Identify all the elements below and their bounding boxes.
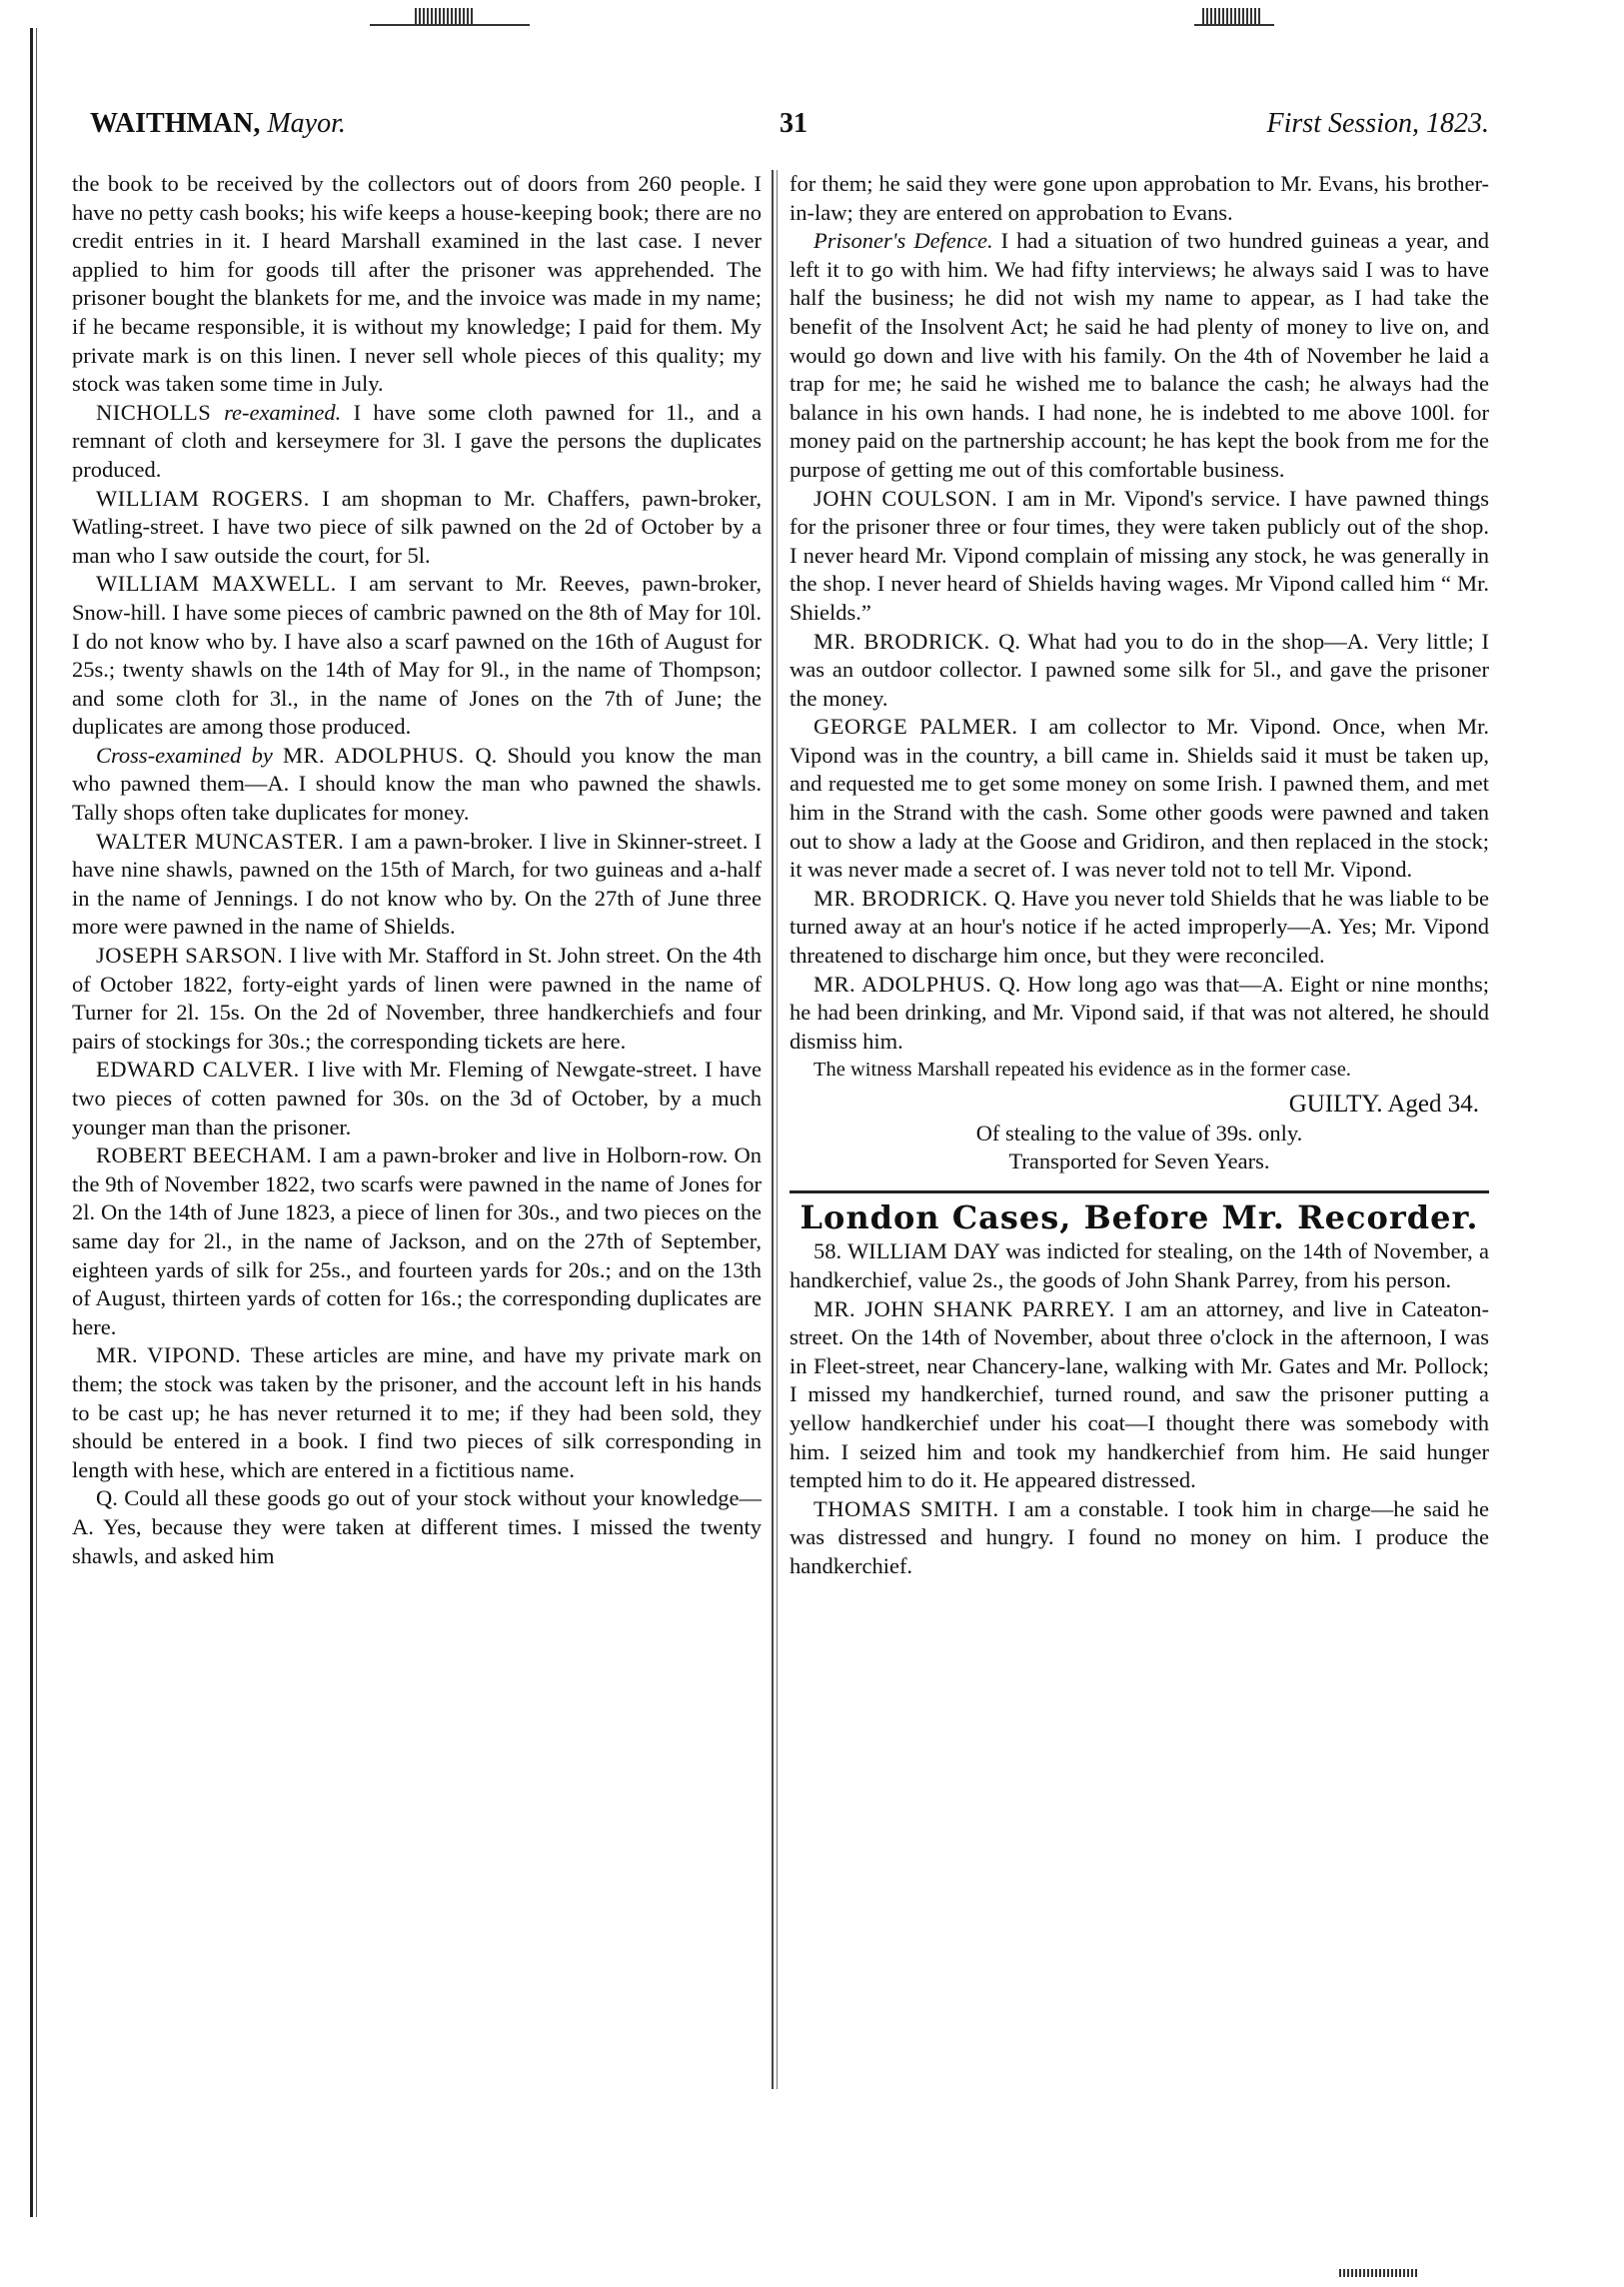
case-paragraph	[790, 1295, 1489, 1495]
right-paragraph	[790, 971, 1489, 1057]
left-paragraph	[72, 942, 762, 1056]
paragraph-text: Q. Could all these goods go out of your stock without your knowledge—A. Yes, because they were taken at different times. I missed the twenty shawls, and asked him	[72, 1485, 762, 1568]
speaker-name: GEORGE PALMER.	[813, 714, 1030, 740]
paragraph-text: The witness Marshall repeated his evidence as in the former case.	[813, 1059, 1351, 1082]
right-column	[790, 170, 1489, 1581]
column-divider-inner	[777, 170, 778, 2089]
left-paragraph	[72, 485, 762, 571]
section-rule	[790, 1190, 1489, 1193]
speaker-name: MR. BRODRICK.	[813, 885, 994, 911]
paragraph-text: I am in Mr. Vipond's service. I have pawned things for the prisoner three or four times, they were taken publicly out of the shop. I never heard Mr. Vipond complain of missing any stock, he was generally in the shop. I never heard of Shields having wages. Mr Vipond called him “ Mr. Shields.”	[790, 485, 1490, 625]
header-left: WAITHMAN, Mayor.	[90, 108, 346, 139]
right-paragraph	[790, 227, 1489, 484]
paragraph-text: I live with Mr. Fleming of Newgate-street. I have two pieces of cotten pawned for 30s. on the 3d of October, by a much younger man than the prisoner.	[72, 1057, 762, 1140]
paragraph-text: Q. Should you know the man who pawned them—A. I should know the man who pawned the shawls. Tally shops often take duplicates for money.	[72, 742, 762, 826]
speaker-name: WALTER MUNCASTER.	[96, 828, 351, 854]
case-paragraph	[790, 1495, 1489, 1581]
right-paragraph	[790, 628, 1489, 714]
speaker-name: WILLIAM MAXWELL.	[96, 571, 350, 597]
column-divider	[772, 170, 774, 2089]
left-paragraph	[72, 1484, 762, 1570]
paragraph-text: Q. What had you to do in the shop—A. Very little; I was an outdoor collector. I pawned some silk for 5l., and gave the prisoner the money.	[790, 628, 1489, 711]
left-paragraph	[72, 399, 762, 485]
left-paragraph	[72, 1142, 762, 1341]
left-paragraph	[72, 570, 762, 742]
speaker-name: THOMAS SMITH.	[813, 1495, 1008, 1521]
speaker-name: EDWARD CALVER.	[96, 1057, 308, 1083]
left-paragraph	[72, 742, 762, 828]
verdict-charge: Of stealing to the value of 39s. only.	[975, 1120, 1303, 1145]
header-right: First Session, 1823.	[1266, 108, 1489, 139]
speaker-name: JOHN COULSON.	[813, 485, 1007, 511]
binding-edge-rule	[30, 28, 33, 2217]
speaker-name: MR. ADOLPHUS.	[813, 971, 999, 997]
paragraph-italic-lead: Prisoner's Defence.	[813, 228, 1001, 254]
paragraph-text: I am a constable. I took him in charge—he said he was distressed and hungry. I found no money on him. I produce the handkerchief.	[790, 1495, 1490, 1578]
page-number: 31	[780, 108, 808, 139]
paragraph-text: I live with Mr. Stafford in St. John street. On the 4th of October 1822, forty-eight yards of linen were pawned in the name of Turner for 2l. 15s. On the 2d of November, three handkerchiefs and four pairs of stockings for 30s.; the corresponding tickets are here.	[72, 943, 762, 1054]
left-paragraph	[72, 1341, 762, 1484]
paragraph-text: These articles are mine, and have my private mark on them; the stock was taken by the prisoner, and the account left in his hands to be cast up; he has never returned it to me; if they had been sold, they should be entered in a book. I find two pieces of silk corresponding in length with hese, which are entered in a fictitious name.	[72, 1342, 762, 1482]
left-paragraph	[72, 170, 762, 399]
speaker-name: MR. ADOLPHUS.	[283, 742, 476, 768]
paragraph-text: I am collector to Mr. Vipond. Once, when Mr. Vipond was in the country, a bill came in. Shields said it must be taken up, and requested me to get some money on some Irish. I pawned them, and met him in the Strand with the cash. Some other goods were pawned and taken out to show a lady at the Goose and Gridiron, and then replaced in the stock; it was never made a secret of. I was never told not to tell Mr. Vipond.	[790, 714, 1489, 883]
paragraph-text: I have some cloth pawned for 1l., and a remnant of cloth and kerseymere for 3l. I gave the persons the duplicates produced.	[72, 399, 762, 482]
speaker-name: MR. JOHN SHANK PARREY.	[813, 1295, 1124, 1321]
left-column	[72, 170, 762, 1570]
speaker-name: NICHOLLS	[96, 399, 225, 425]
running-header	[90, 108, 1489, 148]
paragraph-text: I had a situation of two hundred guineas a year, and left it to go with him. We had fifty interviews; he always said I was to have half the business; he did not wish my name to appear, as I had take the benefit of the Insolvent Act; he said he had plenty of money to live on, and would go down and live with his family. On the 4th of November he laid a trap for me; he said he wished me to balance the cash; he always had the balance in his own hands. I had none, he is indebted to me above 100l. for money paid on the partnership account; he has kept the book from me for the purpose of getting me out of this comfortable business.	[790, 228, 1489, 482]
bottom-ornament	[1339, 2269, 1419, 2277]
left-paragraph	[72, 1056, 762, 1142]
paragraph-text: I am a pawn-broker. I live in Skinner-street. I have nine shawls, pawned on the 15th of March, for two guineas and a-half in the name of Jennings. I do not know who by. On the 27th of June three more were pawned in the name of Shields.	[72, 828, 762, 940]
right-paragraph	[790, 170, 1489, 227]
paragraph-italic-lead: re-examined.	[224, 399, 354, 425]
paragraph-text: Q. How long ago was that—A. Eight or nine months; he had been drinking, and Mr. Vipond said, if that was not altered, he should dismiss him.	[790, 971, 1489, 1054]
paragraph-text: Q. Have you never told Shields that he was liable to be turned away at an hour's notice if he acted improperly—A. Yes; Mr. Vipond threatened to discharge him once, but they were reconciled.	[790, 885, 1489, 969]
right-paragraph	[790, 1056, 1489, 1085]
verdict: GUILTY. Aged 34.	[1288, 1091, 1479, 1118]
paragraph-text: I am shopman to Mr. Chaffers, pawn-broker, Watling-street. I have two piece of silk pawned on the 2d of October by a man who I saw outside the court, for 5l.	[72, 485, 763, 568]
paragraph-text: I am a pawn-broker and live in Holborn-row. On the 9th of November 1822, two scarfs were pawned in the name of Jones for 2l. On the 14th of June 1823, a piece of linen for 30s., and two pieces on the same day for 2l., in the name of Jackson, and on the 27th of September, eighteen yards of silk for 25s., and fourteen yards for 20s.; and on the 13th of August, thirteen yards of cotten for 16s.; the corresponding duplicates are here.	[72, 1143, 762, 1339]
speaker-name: ROBERT BEECHAM.	[96, 1143, 320, 1168]
top-ornament-left	[370, 4, 530, 26]
speaker-name: JOSEPH SARSON.	[96, 943, 290, 969]
right-paragraph	[790, 485, 1489, 628]
paragraph-text: I am an attorney, and live in Cateaton-street. On the 14th of November, about three o'clock in the afternoon, I was in Fleet-street, near Chancery-lane, walking with Mr. Gates and Mr. Pollock; I missed my handkerchief, turned round, and saw the prisoner putting a yellow handkerchief under his coat—I thought there was somebody with him. I seized him and took my handkerchief from him. He said hunger tempted him to do it. He appeared distressed.	[790, 1295, 1489, 1493]
paragraph-text: the book to be received by the collectors out of doors from 260 people. I have no petty cash books; his wife keeps a house-keeping book; there are no credit entries in it. I heard Marshall examined in the last case. I never applied to him for goods till after the prisoner was apprehended. The prisoner bought the blankets for me, and the invoice was made in my name; if he became responsible, it is without my knowledge; I paid for them. My private mark is on this linen. I never sell whole pieces of this quality; my stock was taken some time in July.	[72, 171, 762, 397]
case-paragraph	[790, 1237, 1489, 1294]
verdict-sentence: Transported for Seven Years.	[1008, 1148, 1270, 1174]
paragraph-text: I am servant to Mr. Reeves, pawn-broker, Snow-hill. I have some pieces of cambric pawned on the 8th of May for 10l. I do not know who by. I have also a scarf pawned on the 16th of August for 25s.; twenty shawls on the 14th of May for 9l., in the name of Thompson; and some cloth for 3l., in the name of Jones on the 7th of June; the duplicates are among those produced.	[72, 571, 763, 740]
top-ornament-right	[1194, 4, 1274, 26]
left-paragraph	[72, 828, 762, 942]
section-heading: London Cases, Before Mr. Recorder.	[800, 1197, 1479, 1236]
right-paragraph	[790, 885, 1489, 971]
paragraph-text: 58. WILLIAM DAY was indicted for stealing, on the 14th of November, a handkerchief, value 2s., the goods of John Shank Parrey, from his person.	[790, 1238, 1489, 1292]
right-paragraph	[790, 713, 1489, 885]
paragraph-text: for them; he said they were gone upon approbation to Mr. Evans, his brother-in-law; they are entered on approbation to Evans.	[790, 171, 1489, 225]
speaker-name: MR. BRODRICK.	[813, 628, 999, 654]
speaker-name: WILLIAM ROGERS.	[96, 485, 323, 511]
binding-edge-rule-inner	[36, 28, 37, 2217]
speaker-name: MR. VIPOND.	[96, 1342, 251, 1368]
paragraph-italic-lead: Cross-examined by	[96, 742, 284, 768]
